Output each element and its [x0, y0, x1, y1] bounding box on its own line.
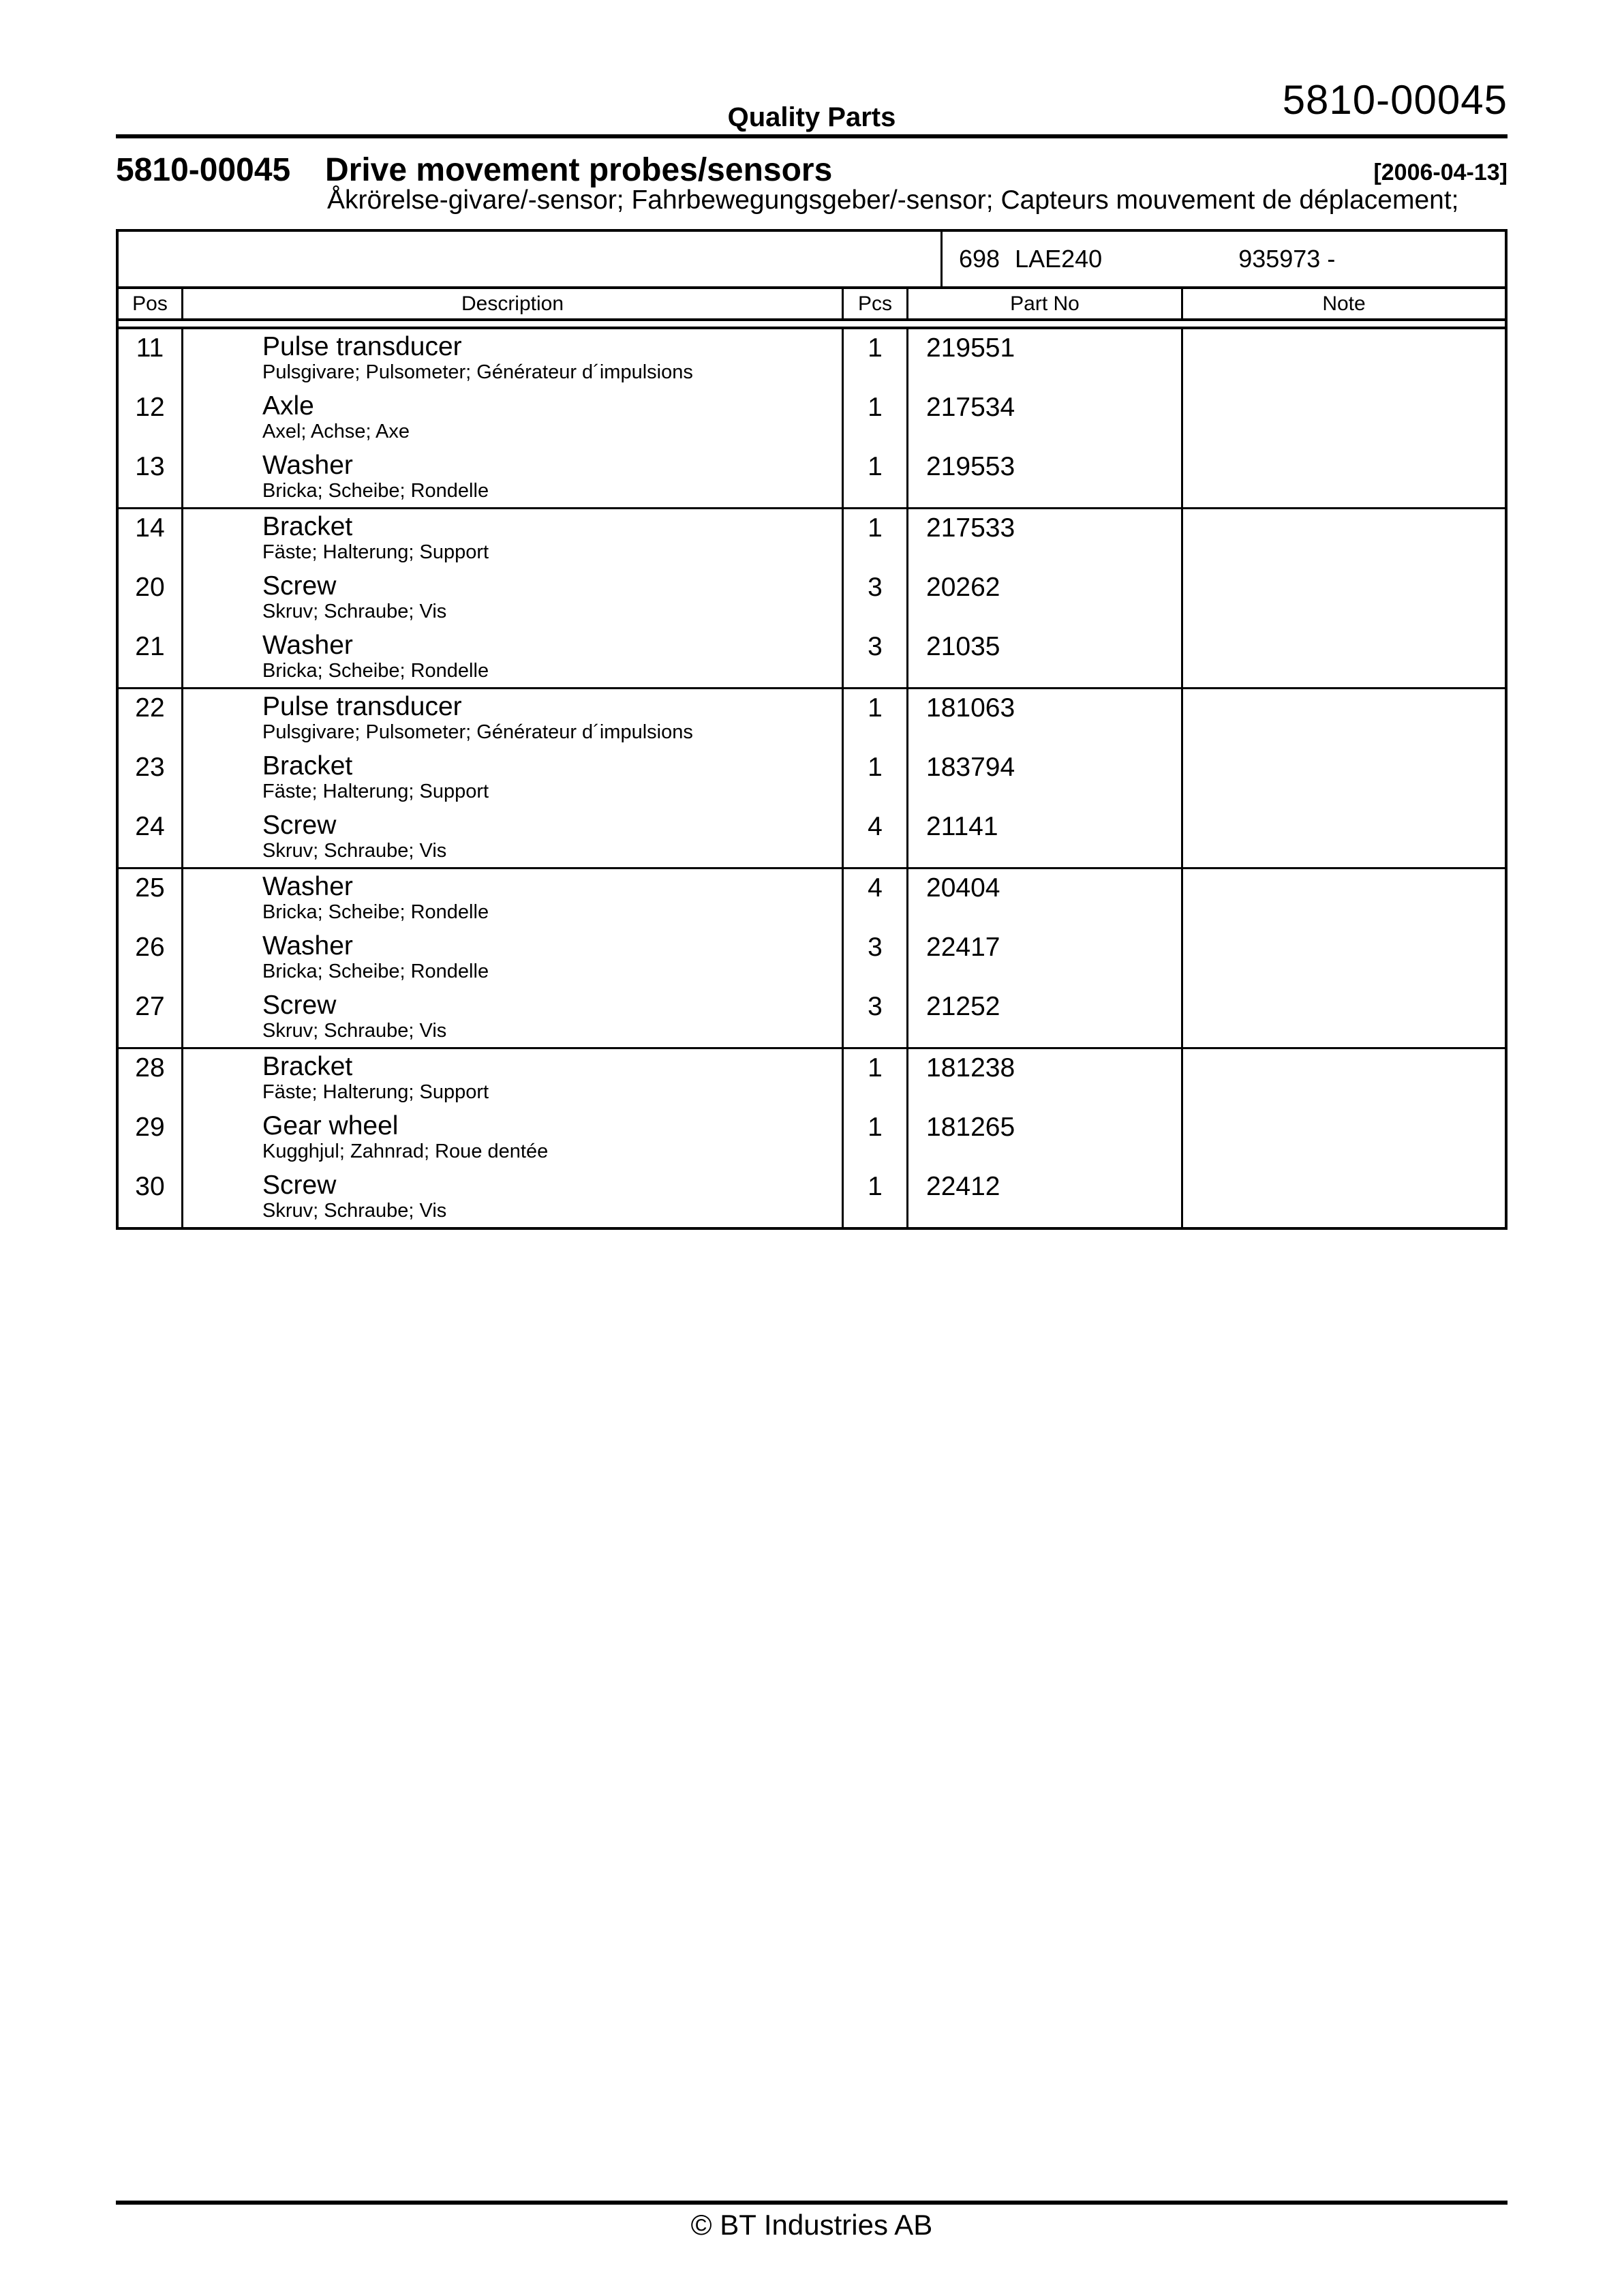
row-description [183, 749, 844, 808]
row-description-sub: Skruv; Schraube; Vis [262, 840, 447, 862]
row-description-main: Axle [262, 391, 314, 421]
row-part-no: 219553 [908, 448, 1183, 507]
row-part-no: 219551 [908, 329, 1183, 389]
row-part-no: 217533 [908, 509, 1183, 569]
row-pos: 25 [119, 869, 183, 928]
section-code: 5810-00045 [116, 152, 291, 188]
row-description-sub: Bricka; Scheibe; Rondelle [262, 660, 489, 682]
row-pcs: 3 [844, 628, 908, 687]
page-title: Drive movement probes/sensors [325, 152, 833, 188]
model-info-empty-cell [119, 232, 940, 286]
row-part-no: 20262 [908, 569, 1183, 628]
row-description-sub: Bricka; Scheibe; Rondelle [262, 901, 489, 923]
row-pos: 11 [119, 329, 183, 389]
row-pos: 22 [119, 689, 183, 749]
parts-table [116, 229, 1508, 1230]
row-pos: 28 [119, 1049, 183, 1108]
row-part-no: 181238 [908, 1049, 1183, 1108]
row-note [1183, 869, 1505, 928]
row-part-no: 217534 [908, 389, 1183, 448]
row-note [1183, 1049, 1505, 1108]
revision-date: [2006-04-13] [1373, 160, 1508, 185]
row-description [183, 1049, 844, 1108]
row-description [183, 1168, 844, 1227]
row-description-main: Pulse transducer [262, 692, 462, 721]
row-part-no: 181265 [908, 1108, 1183, 1168]
row-pcs: 1 [844, 1168, 908, 1227]
row-description-sub: Pulsgivare; Pulsometer; Générateur d´impulsions [262, 361, 693, 383]
row-description-sub: Axel; Achse; Axe [262, 421, 410, 442]
table-body [119, 329, 1505, 1227]
row-note [1183, 928, 1505, 988]
row-pcs: 1 [844, 509, 908, 569]
row-description-main: Washer [262, 451, 353, 480]
row-description-main: Bracket [262, 1052, 353, 1081]
row-pcs: 1 [844, 329, 908, 389]
table-row [119, 988, 1505, 1049]
row-part-no: 21252 [908, 988, 1183, 1047]
row-pcs: 1 [844, 389, 908, 448]
row-pos: 21 [119, 628, 183, 687]
row-description-sub: Fäste; Halterung; Support [262, 541, 489, 563]
column-header-pcs: Pcs [844, 289, 908, 318]
row-pos: 14 [119, 509, 183, 569]
table-row [119, 869, 1505, 928]
table-row [119, 689, 1505, 749]
serial-range: 935973 - [1238, 245, 1336, 273]
row-description-main: Screw [262, 1170, 337, 1200]
row-description-main: Washer [262, 872, 353, 901]
row-description [183, 329, 844, 389]
column-header-pos: Pos [119, 289, 183, 318]
footer-copyright: © BT Industries AB [690, 2209, 933, 2241]
row-description-main: Screw [262, 811, 337, 840]
row-pcs: 1 [844, 1049, 908, 1108]
row-description-main: Screw [262, 991, 337, 1020]
header-double-line [119, 318, 1505, 329]
row-pcs: 4 [844, 869, 908, 928]
row-pos: 23 [119, 749, 183, 808]
row-description [183, 389, 844, 448]
table-row [119, 448, 1505, 509]
model-name: LAE240 [1015, 245, 1103, 273]
row-note [1183, 749, 1505, 808]
header-divider [116, 134, 1508, 138]
footer-divider [116, 2201, 1508, 2205]
row-description-sub: Bricka; Scheibe; Rondelle [262, 961, 489, 982]
table-row [119, 928, 1505, 988]
row-note [1183, 808, 1505, 867]
row-note [1183, 689, 1505, 749]
row-part-no: 181063 [908, 689, 1183, 749]
row-part-no: 22417 [908, 928, 1183, 988]
row-description-main: Pulse transducer [262, 332, 462, 361]
row-description-sub: Pulsgivare; Pulsometer; Générateur d´impulsions [262, 721, 693, 743]
row-pos: 30 [119, 1168, 183, 1227]
row-part-no: 183794 [908, 749, 1183, 808]
row-description [183, 509, 844, 569]
row-note [1183, 988, 1505, 1047]
row-description-sub: Fäste; Halterung; Support [262, 1081, 489, 1103]
row-description-main: Screw [262, 571, 337, 601]
row-description-sub: Skruv; Schraube; Vis [262, 1020, 447, 1042]
model-code: 698 [959, 245, 1000, 273]
document-number-top: 5810-00045 [1282, 77, 1508, 123]
row-pos: 29 [119, 1108, 183, 1168]
row-description [183, 569, 844, 628]
model-info-cell [940, 232, 1505, 286]
table-row [119, 1168, 1505, 1227]
row-pcs: 1 [844, 448, 908, 507]
table-row [119, 569, 1505, 628]
row-pos: 12 [119, 389, 183, 448]
page-subtitle: Åkrörelse-givare/-sensor; Fahrbewegungsgeber/-sensor; Capteurs mouvement de déplacement; [327, 185, 1459, 215]
row-part-no: 22412 [908, 1168, 1183, 1227]
row-note [1183, 1168, 1505, 1227]
table-row [119, 329, 1505, 389]
row-note [1183, 628, 1505, 687]
row-description [183, 448, 844, 507]
row-note [1183, 389, 1505, 448]
row-pcs: 3 [844, 569, 908, 628]
row-description-main: Gear wheel [262, 1111, 399, 1141]
row-part-no: 20404 [908, 869, 1183, 928]
row-description [183, 1108, 844, 1168]
row-description [183, 988, 844, 1047]
row-note [1183, 448, 1505, 507]
row-description [183, 869, 844, 928]
row-pcs: 1 [844, 749, 908, 808]
row-description-main: Washer [262, 631, 353, 660]
row-description-sub: Skruv; Schraube; Vis [262, 1200, 447, 1222]
row-pos: 24 [119, 808, 183, 867]
row-pcs: 3 [844, 928, 908, 988]
row-pos: 26 [119, 928, 183, 988]
row-pcs: 3 [844, 988, 908, 1047]
row-description [183, 689, 844, 749]
row-note [1183, 329, 1505, 389]
model-info-box [119, 232, 1505, 289]
brand-title: Quality Parts [727, 102, 896, 132]
table-row [119, 1049, 1505, 1108]
row-part-no: 21141 [908, 808, 1183, 867]
row-pcs: 1 [844, 1108, 908, 1168]
row-description-sub: Kugghjul; Zahnrad; Roue dentée [262, 1141, 549, 1162]
row-description-main: Bracket [262, 512, 353, 541]
table-row [119, 509, 1505, 569]
row-description [183, 628, 844, 687]
row-description-sub: Skruv; Schraube; Vis [262, 601, 447, 622]
row-pos: 27 [119, 988, 183, 1047]
table-row [119, 389, 1505, 448]
table-header-row [119, 289, 1505, 318]
row-note [1183, 1108, 1505, 1168]
table-row [119, 808, 1505, 869]
table-row [119, 628, 1505, 689]
row-description-main: Bracket [262, 751, 353, 781]
column-header-description: Description [183, 289, 844, 318]
column-header-part-no: Part No [908, 289, 1183, 318]
row-pcs: 1 [844, 689, 908, 749]
row-pcs: 4 [844, 808, 908, 867]
row-description [183, 928, 844, 988]
table-row [119, 749, 1505, 808]
row-note [1183, 509, 1505, 569]
row-description [183, 808, 844, 867]
row-part-no: 21035 [908, 628, 1183, 687]
row-pos: 20 [119, 569, 183, 628]
table-row [119, 1108, 1505, 1168]
row-description-sub: Fäste; Halterung; Support [262, 781, 489, 802]
row-description-main: Washer [262, 931, 353, 961]
row-pos: 13 [119, 448, 183, 507]
row-description-sub: Bricka; Scheibe; Rondelle [262, 480, 489, 502]
column-header-note: Note [1322, 292, 1366, 315]
row-note [1183, 569, 1505, 628]
